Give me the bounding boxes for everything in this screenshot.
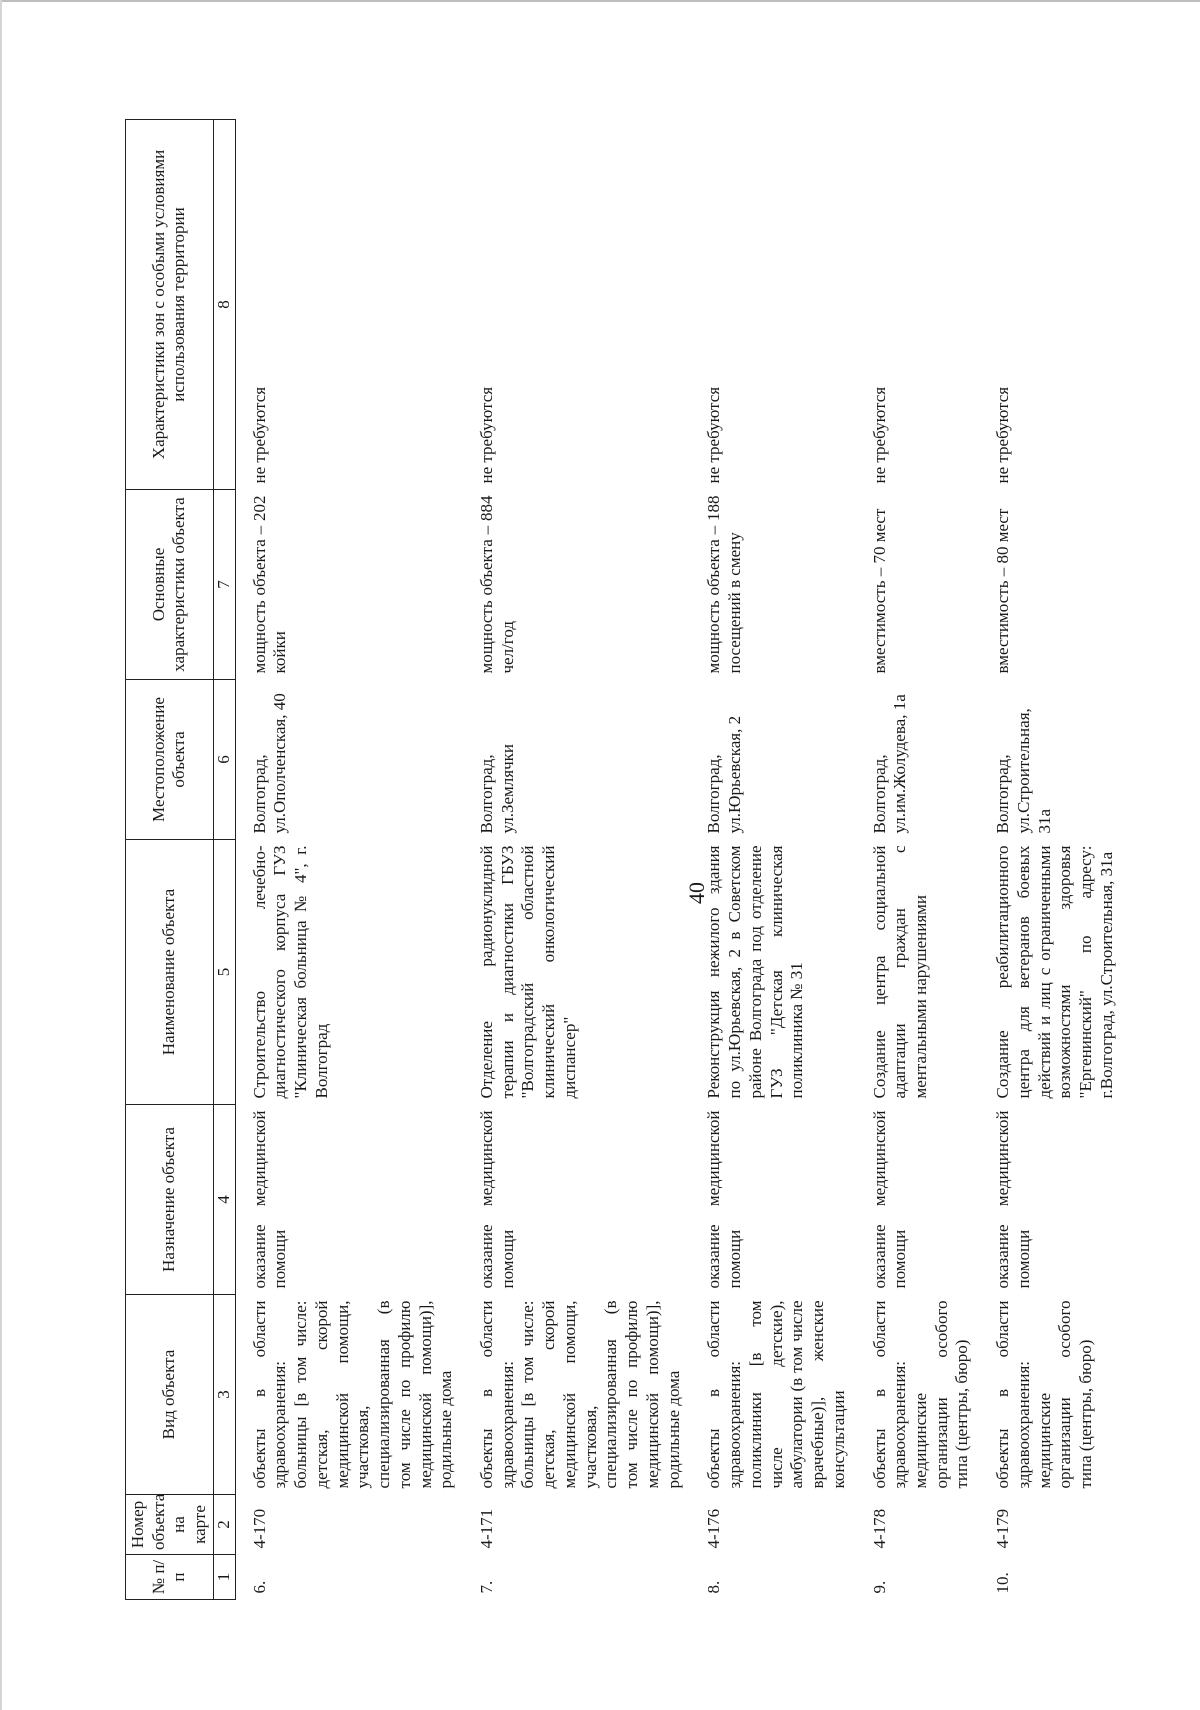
object-kind: объекты в области здравоохранения: поликлиники [в том числе детские), амбулатории (в том числе врачебные)], женские консультации (704, 1300, 848, 1489)
zone-characteristics: не требуются (993, 386, 1013, 484)
column-number: 4 (213, 1105, 235, 1295)
object-characteristics: вместимость – 70 мест (869, 508, 889, 674)
column-number: 6 (213, 680, 235, 840)
object-characteristics: мощность объекта – 188 посещений в смену (704, 495, 745, 674)
zone-characteristics: не требуются (704, 386, 724, 484)
table-row (463, 120, 690, 1600)
object-name: Создание центра социальной адаптации граждан с ментальными нарушениями (869, 845, 930, 1099)
object-characteristics: мощность объекта – 884 чел/год (477, 495, 517, 674)
object-location: Волгоград, ул.Строительная, 31а (993, 708, 1054, 834)
map-code: 4-178 (869, 1508, 889, 1549)
object-name: Отделение радионуклидной терапии и диагностики ГБУЗ "Волгоградский областной клинический онкологический диспансер" (477, 845, 579, 1099)
object-characteristics: мощность объекта – 202 койки (249, 495, 290, 674)
object-name: Реконструкция нежилого здания по ул.Юрьевская, 2 в Советском районе Волгограда под отделение ГУЗ "Детская клиническая поликлиника № 31 (704, 845, 807, 1099)
object-location: Волгоград, ул.им.Жолудева, 1а (869, 694, 910, 834)
table-row (856, 120, 980, 1600)
scan-top-border (0, 0, 1200, 2)
object-kind: объекты в области здравоохранения: медицинские организации особого типа (центры, бюро) (869, 1300, 972, 1489)
column-number-row (213, 120, 235, 1600)
header-cell: Назначение объекта (126, 1105, 214, 1295)
object-purpose: оказание медицинской помощи (869, 1110, 910, 1289)
row-number: 10. (993, 1572, 1013, 1594)
column-number: 3 (213, 1295, 235, 1495)
object-purpose: оказание медицинской помощи (249, 1110, 290, 1289)
column-number: 1 (213, 1555, 235, 1600)
map-code: 4-176 (704, 1508, 724, 1549)
table-row (235, 120, 463, 1600)
object-kind: объекты в области здравоохранения: медицинские организации особого типа (центры, бюро) (993, 1300, 1096, 1489)
map-code: 4-170 (249, 1508, 269, 1549)
map-code: 4-171 (477, 1508, 497, 1549)
column-number: 5 (213, 840, 235, 1105)
header-row (126, 120, 214, 1600)
object-kind: объекты в области здравоохранения: больницы [в том числе: детская, скорой медицинской помощи, участковая, специализированная (в том числе по профилю медицинской помощи)], родильные дома (249, 1300, 456, 1489)
row-number: 6. (249, 1580, 269, 1594)
header-cell: Номер объекта на карте (126, 1495, 214, 1555)
scan-left-border (0, 0, 2, 1710)
page-number: 40 (684, 882, 709, 904)
column-number: 8 (213, 120, 235, 490)
header-cell: Основные характеристики объекта (126, 490, 214, 680)
object-name: Строительство лечебно-диагностического корпуса ГУЗ "Клиническая больница № 4", г. Волгоград (249, 845, 331, 1099)
objects-table (125, 119, 1159, 1600)
row-number: 9. (869, 1580, 889, 1594)
column-number: 2 (213, 1495, 235, 1555)
header-cell: Характеристики зон с особыми условиями использования территории (126, 120, 214, 490)
row-number: 8. (704, 1580, 724, 1594)
rotated-table-wrapper (125, 120, 1200, 1600)
header-cell: Вид объекта (126, 1295, 214, 1495)
header-cell: Местоположение объекта (126, 680, 214, 840)
column-number: 7 (213, 490, 235, 680)
object-purpose: оказание медицинской помощи (993, 1110, 1033, 1289)
object-location: Волгоград, ул.Юрьевская, 2 (704, 715, 745, 834)
object-kind: объекты в области здравоохранения: больницы [в том числе: детская, скорой медицинской помощи, участковая, специализированная (в том числе по профилю медицинской помощи)], родильные дома (477, 1300, 683, 1489)
map-code: 4-179 (993, 1508, 1013, 1549)
object-location: Волгоград, ул.Землячки (477, 743, 517, 834)
zone-characteristics: не требуются (869, 386, 889, 484)
header-cell: Наименование объекта (126, 840, 214, 1105)
object-purpose: оказание медицинской помощи (704, 1110, 745, 1289)
table-row (690, 120, 855, 1600)
zone-characteristics: не требуются (249, 386, 269, 484)
row-number: 7. (477, 1580, 497, 1594)
table-row (979, 120, 1159, 1600)
object-characteristics: вместимость – 80 мест (993, 508, 1013, 674)
object-name: Создание реабилитационного центра для ветеранов боевых действий и лиц с ограниченными возможностями здоровья "Ергенинский" по адресу: г.Волгоград, ул.Строительная, 31а (993, 845, 1116, 1099)
object-location: Волгоград, ул.Ополченская, 40 (249, 693, 290, 834)
zone-characteristics: не требуются (477, 386, 497, 484)
header-cell: № п/п (126, 1555, 214, 1600)
object-purpose: оказание медицинской помощи (477, 1110, 517, 1289)
